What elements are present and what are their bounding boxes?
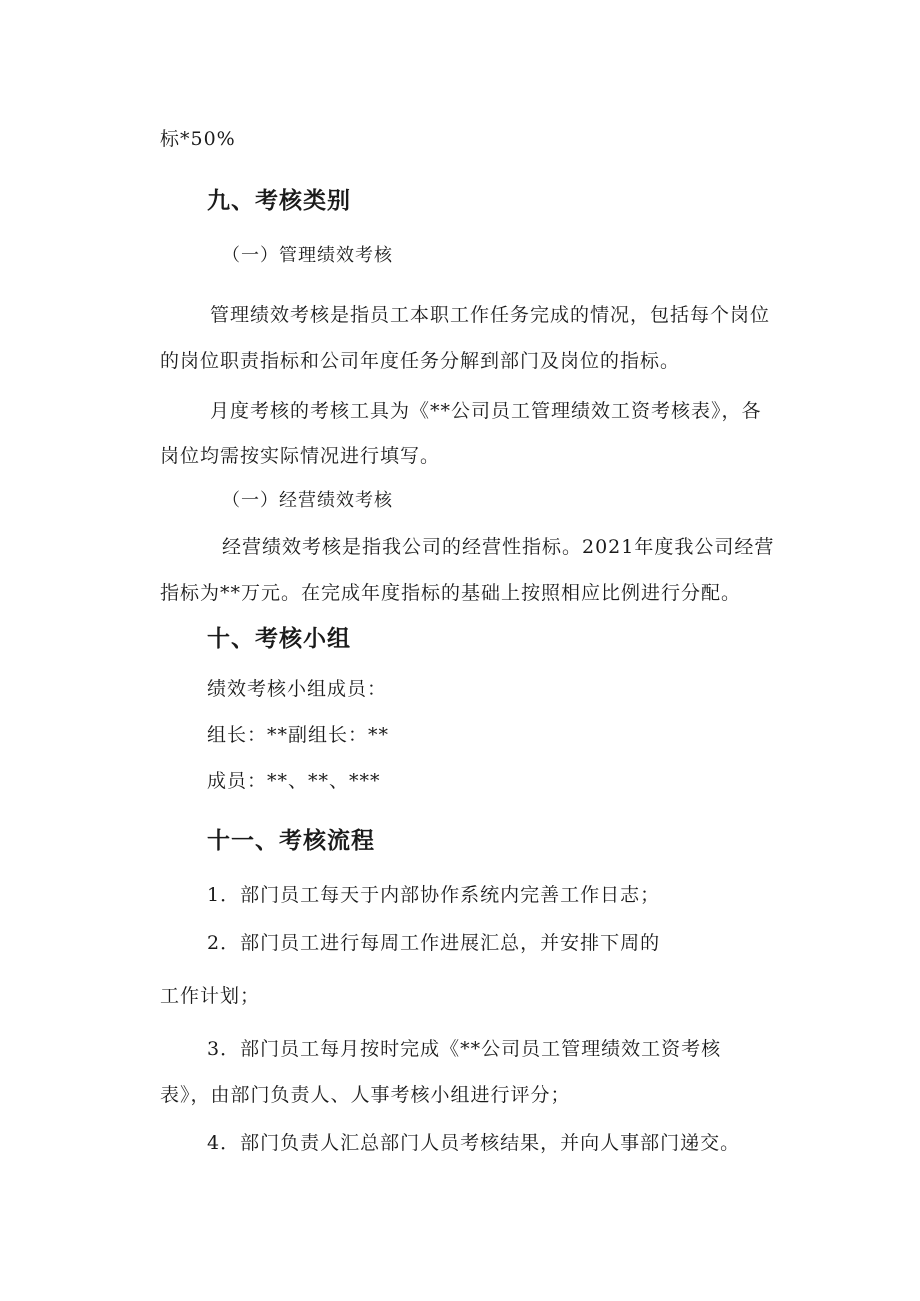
section-11-heading: 十一、考核流程 (207, 828, 375, 854)
paragraph-text: 管理绩效考核是指员工本职工作任务完成的情况，包括每个岗位 (210, 304, 771, 326)
process-step-4: 4．部门负责人汇总部门人员考核结果，并向人事部门递交。 (207, 1132, 741, 1154)
process-step-1: 1．部门员工每天于内部协作系统内完善工作日志； (207, 884, 661, 906)
subsection-management-title: （一）管理绩效考核 (222, 245, 393, 266)
paragraph-text: 岗位均需按实际情况进行填写。 (160, 445, 441, 467)
process-step-2-continued: 工作计划； (160, 985, 261, 1007)
team-members-intro: 绩效考核小组成员： (207, 678, 388, 700)
paragraph-text: 月度考核的考核工具为《**公司员工管理绩效工资考核表》，各 (210, 400, 762, 422)
process-step-3-continued: 表》，由部门负责人、人事考核小组进行评分； (160, 1084, 571, 1106)
process-step-3: 3．部门员工每月按时完成《**公司员工管理绩效工资考核 (207, 1038, 722, 1060)
section-9-heading: 九、考核类别 (207, 188, 351, 214)
paragraph-text: 指标为**万元。在完成年度指标的基础上按照相应比例进行分配。 (160, 582, 742, 604)
team-members: 成员：**、**、*** (207, 770, 381, 792)
subsection-operation-title: （一）经营绩效考核 (222, 490, 393, 511)
paragraph-text: 经营绩效考核是指我公司的经营性指标。2021年度我公司经营 (222, 536, 775, 558)
section-10-heading: 十、考核小组 (207, 626, 351, 652)
paragraph-text: 的岗位职责指标和公司年度任务分解到部门及岗位的指标。 (160, 350, 681, 372)
team-leaders: 组长：**副组长：** (207, 724, 390, 746)
process-step-2: 2．部门员工进行每周工作进展汇总，并安排下周的 (207, 932, 661, 954)
continuation-text: 标*50% (160, 128, 236, 150)
